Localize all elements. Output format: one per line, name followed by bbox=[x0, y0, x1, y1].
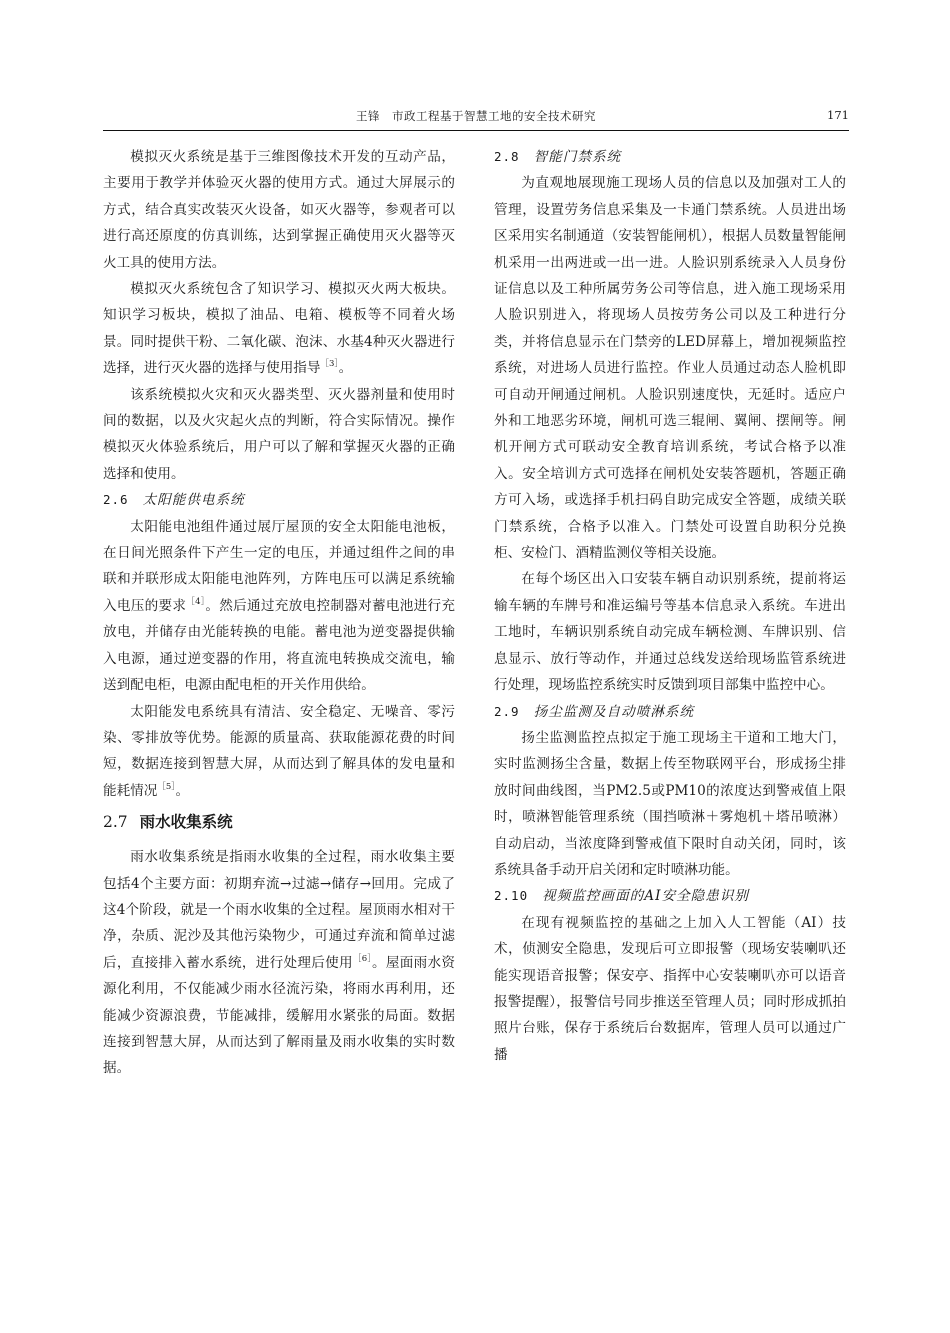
paragraph: 太阳能发电系统具有清洁、安全稳定、无噪音、零污染、零排放等优势。能源的质量高、获取能源花费的时间短，数据连接到智慧大屏，从而达到了解具体的发电量和能耗情况$^{[5]}$。 bbox=[103, 703, 455, 799]
paragraph: 在每个场区出入口安装车辆自动识别系统，提前将运输车辆的车牌号和准运编号等基本信息录入系统。车进出工地时，车辆识别系统自动完成车辆检测、车牌识别、信息显示、放行等动作，并通过总线发送给现场监管系统进行处理，现场监控系统实时反馈到项目部集中监控中心。 bbox=[494, 571, 846, 694]
citation: ［5］ bbox=[157, 781, 176, 792]
section-heading-2-9: 2.9 扬尘监测及自动喷淋系统 bbox=[494, 703, 695, 720]
section-heading-2-7: 2.7 雨水收集系统 bbox=[103, 812, 233, 832]
paragraph: 雨水收集系统是指雨水收集的全过程，雨水收集主要包括4个主要方面：初期弃流→过滤→储存→回用。完成了这4个阶段，就是一个雨水收集的全过程。屋顶雨水相对干净，杂质、泥沙及其他污染物少，可通过弃流和简单过滤后，直接排入蓄水系统，进行处理后使用$^{[6]}$。屋面雨水资源化利用，不仅能减少雨水径流污染，将雨水再利用，还能减少资源浪费，节能减排，缓解用水紧张的局面。数据连接到智慧大屏，从而达到了解雨量及雨水收集的实时数据。 bbox=[103, 849, 456, 1077]
citation: ［6］ bbox=[352, 953, 372, 964]
citation: ［3］ bbox=[320, 359, 339, 370]
citation: ［4］ bbox=[186, 596, 206, 607]
section-heading-2-6: 2.6 太阳能供电系统 bbox=[103, 492, 245, 509]
paragraph: 该系统模拟火灾和灭火器类型、灭火器剂量和使用时间的数据，以及火灾起火点的判断，符合实际情况。操作模拟灭火体验系统后，用户可以了解和掌握灭火器的正确选择和使用。 bbox=[103, 386, 455, 482]
paragraph: 模拟灭火系统是基于三维图像技术开发的互动产品，主要用于教学并体验灭火器的使用方式。通过大屏展示的方式，结合真实改装灭火设备，如灭火器等，参观者可以进行高还原度的仿真训练，达到掌握正确使用灭火器等灭火工具的使用方法。 bbox=[103, 149, 455, 271]
page-number: 171 bbox=[827, 108, 849, 122]
paragraph: 在现有视频监控的基础之上加入人工智能（AI）技术，侦测安全隐患，发现后可立即报警（现场安装喇叭还能实现语音报警；保安亭、指挥中心安装喇叭亦可以语音报警提醒），报警信号同步推送至管理人员；同时形成抓拍照片台账，保存于系统后台数据库，管理人员可以通过广播 bbox=[494, 914, 846, 1063]
right-column bbox=[494, 144, 846, 1068]
paragraph: 扬尘监测监控点拟定于施工现场主干道和工地大门，实时监测扬尘含量，数据上传至物联网平台，形成扬尘排放时间曲线图，当PM2.5或PM10的浓度达到警戒值上限时，喷淋智能管理系统（围挡喷淋＋雾炮机＋塔吊喷淋）自动启动，当浓度降到警戒值下限时自动关闭，同时，该系统具备手动开启关闭和定时喷淋功能。 bbox=[494, 729, 846, 878]
paragraph: 太阳能电池组件通过展厅屋顶的安全太阳能电池板，在日间光照条件下产生一定的电压，并通过组件之间的串联和并联形成太阳能电池阵列，方阵电压可以满足系统输入电压的要求$^{[4]}$。然后通过充放电控制器对蓄电池进行充放电，并储存由光能转换的电能。蓄电池为逆变器提供输入电源，通过逆变器的作用，将直流电转换成交流电，输送到配电柜，电源由配电柜的开关作用供给。 bbox=[103, 518, 456, 694]
paragraph: 为直观地展现施工现场人员的信息以及加强对工人的管理，设置劳务信息采集及一卡通门禁系统。人员进出场区采用实名制通道（安装智能闸机），根据人员数量智能闸机采用一出两进或一出一进。人脸识别系统录入人员身份证信息以及工种所属劳务公司等信息，进入施工现场采用人脸识别进入，将现场人员按劳务公司以及工种进行分类，并将信息显示在门禁旁的LED屏幕上，增加视频监控系统，对进场人员进行监控。作业人员通过动态人脸机即可自动开闸通过闸机。人脸识别速度快，无延时。适应户外和工地恶劣环境，闸机可选三辊闸、翼闸、摆闸等。闸机开闸方式可联动安全教育培训系统，考试合格予以准入。安全培训方式可选择在闸机处安装答题机，答题正确方可入场，或选择手机扫码自助完成安全答题，成绩关联门禁系统，合格予以准入。门禁处可设置自助积分兑换柜、安检门、酒精监测仪等相关设施。 bbox=[494, 175, 846, 562]
left-column bbox=[103, 144, 455, 1082]
section-heading-2-8: 2.8 智能门禁系统 bbox=[494, 149, 622, 165]
section-heading-2-10: 2.10 视频监控画面的AI安全隐患识别 bbox=[494, 888, 750, 905]
running-header bbox=[103, 108, 849, 130]
paragraph: 模拟灭火系统包含了知识学习、模拟灭火两大板块。知识学习板块，模拟了油品、电箱、模板等不同着火场景。同时提供干粉、二氧化碳、泡沫、水基4种灭火器进行选择，进行灭火器的选择与使用指导$^{[3]}$。 bbox=[103, 281, 455, 377]
running-header-title: 王锋 市政工程基于智慧工地的安全技术研究 bbox=[356, 109, 596, 123]
header-rule bbox=[103, 130, 849, 131]
